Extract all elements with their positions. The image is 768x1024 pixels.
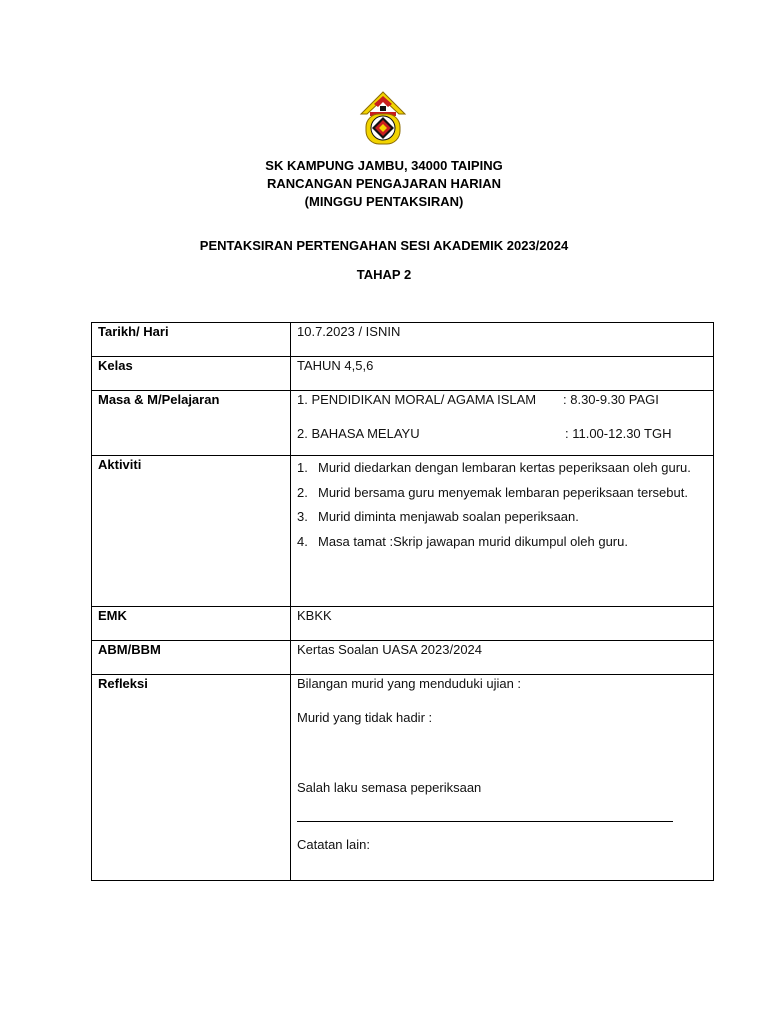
- abm-value: Kertas Soalan UASA 2023/2024: [291, 641, 714, 675]
- list-item: [297, 505, 707, 530]
- list-number: 4.: [297, 533, 308, 549]
- subject-item: [297, 391, 707, 409]
- school-name: SK KAMPUNG JAMBU, 34000 TAIPING: [265, 158, 503, 173]
- table-row-activities: [92, 456, 714, 607]
- week-title: (MINGGU PENTAKSIRAN): [304, 194, 464, 209]
- activities-list: [297, 456, 707, 554]
- table-row-subjects: [92, 391, 714, 456]
- lesson-plan-table: [91, 322, 714, 881]
- list-number: 2.: [297, 484, 308, 500]
- class-value: TAHUN 4,5,6: [291, 357, 714, 391]
- emk-value: KBKK: [291, 607, 714, 641]
- assessment-title: PENTAKSIRAN PERTENGAHAN SESI AKADEMIK 2023/2024: [199, 238, 569, 253]
- subject-time: : 8.30-9.30 PAGI: [563, 392, 659, 407]
- list-text: Murid diedarkan dengan lembaran kertas peperiksaan oleh guru.: [318, 460, 691, 475]
- subject-name: 1. PENDIDIKAN MORAL/ AGAMA ISLAM: [297, 392, 537, 407]
- level-title: TAHAP 2: [356, 267, 412, 282]
- list-item: [297, 530, 707, 555]
- reflection-absent: Murid yang tidak hadir :: [297, 710, 433, 725]
- list-number: 1.: [297, 460, 308, 475]
- reflection-label: Refleksi: [92, 675, 291, 881]
- answer-line: [297, 807, 673, 822]
- date-value: 10.7.2023 / ISNIN: [291, 323, 714, 357]
- activities-value: [291, 456, 714, 607]
- list-item: [297, 481, 707, 506]
- list-text: Murid diminta menjawab soalan peperiksaan.: [318, 509, 579, 524]
- abm-label: ABM/BBM: [92, 641, 291, 675]
- table-row-reflection: [92, 675, 714, 881]
- reflection-attendees: Bilangan murid yang menduduki ujian :: [297, 676, 522, 691]
- table-row-date: [92, 323, 714, 357]
- table-row-abm: [92, 641, 714, 675]
- activities-label: Aktiviti: [92, 456, 291, 607]
- subjects-value: [291, 391, 714, 456]
- table-row-class: [92, 357, 714, 391]
- list-text: Murid bersama guru menyemak lembaran peperiksaan tersebut.: [318, 484, 688, 500]
- subject-item: [297, 425, 707, 443]
- reflection-notes: Catatan lain:: [297, 837, 370, 852]
- date-label: Tarikh/ Hari: [92, 323, 291, 357]
- list-item: [297, 456, 707, 481]
- reflection-value: [291, 675, 714, 881]
- subject-time: : 11.00-12.30 TGH: [565, 426, 672, 441]
- subjects-label: Masa & M/Pelajaran: [92, 391, 291, 456]
- list-number: 3.: [297, 509, 308, 524]
- reflection-misconduct: Salah laku semasa peperiksaan: [297, 780, 482, 795]
- table-row-emk: [92, 607, 714, 641]
- list-text: Masa tamat :Skrip jawapan murid dikumpul oleh guru.: [318, 533, 628, 549]
- emk-label: EMK: [92, 607, 291, 641]
- subject-name: 2. BAHASA MELAYU: [297, 426, 420, 441]
- school-crest-icon: [358, 90, 408, 148]
- class-label: Kelas: [92, 357, 291, 391]
- plan-title: RANCANGAN PENGAJARAN HARIAN: [266, 176, 501, 191]
